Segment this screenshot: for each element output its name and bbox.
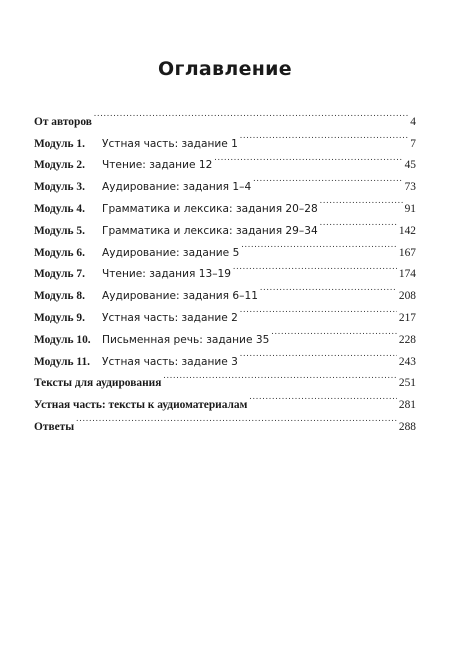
toc-entry-label: Модуль 4. [34, 202, 85, 215]
toc-entry-page: 228 [398, 333, 416, 346]
toc-entry-text: Грамматика и лексика: задания 20–28 [102, 202, 318, 215]
toc-entry-page: 243 [398, 355, 416, 368]
toc-entry-page: 91 [404, 202, 416, 215]
toc-entry-answers [34, 408, 416, 433]
toc-entry-page: 174 [398, 268, 416, 281]
toc-entry-text: Чтение: задания 13–19 [102, 268, 231, 281]
toc-entry-label: Модуль 8. [34, 290, 85, 303]
toc-entry-page: 73 [404, 181, 416, 194]
toc-entry-text: Устная часть: задание 3 [102, 355, 238, 368]
table-of-contents [34, 103, 416, 433]
toc-entry-page: 7 [410, 137, 416, 150]
toc-entry-page: 208 [398, 290, 416, 303]
dot-leader [249, 386, 397, 408]
dot-leader [76, 408, 397, 430]
page-title: Оглавление [158, 58, 292, 80]
toc-entry-page: 142 [398, 224, 416, 237]
toc-entry-text: Устная часть: задание 2 [102, 311, 238, 324]
toc-entry-page: 288 [398, 420, 416, 433]
toc-entry-label: Модуль 10. [34, 333, 91, 346]
dot-leader [163, 365, 397, 387]
dot-leader [233, 256, 397, 278]
toc-entry-text: Аудирование: задания 6–11 [102, 290, 258, 303]
dot-leader [214, 147, 402, 169]
dot-leader [240, 299, 397, 321]
toc-entry-page: 281 [398, 399, 416, 412]
toc-entry-page: 167 [398, 246, 416, 259]
toc-entry-label: Модуль 1. [34, 137, 85, 150]
toc-entry-text: Устная часть: задание 1 [102, 137, 238, 150]
toc-entry-label: Тексты для аудирования [34, 377, 162, 390]
toc-entry-text: Аудирование: задания 1–4 [102, 181, 252, 194]
toc-entry-text: Аудирование: задание 5 [102, 246, 240, 259]
toc-entry-label: Модуль 5. [34, 224, 85, 237]
toc-entry-label: Модуль 9. [34, 311, 85, 324]
dot-leader [240, 343, 397, 365]
toc-entry-page: 251 [398, 377, 416, 390]
toc-entry-text: Грамматика и лексика: задания 29–34 [102, 224, 318, 237]
dot-leader [260, 277, 397, 299]
dot-leader [320, 212, 397, 234]
toc-entry-label: Модуль 6. [34, 246, 85, 259]
toc-entry-page: 45 [404, 159, 416, 172]
toc-entry-label: Устная часть: тексты к аудиоматериалам [34, 399, 248, 412]
toc-entry-page: 217 [398, 311, 416, 324]
dot-leader [320, 190, 403, 212]
dot-leader [241, 234, 397, 256]
page [34, 0, 416, 659]
toc-entry-label: Модуль 3. [34, 181, 85, 194]
toc-entry-label: Модуль 7. [34, 268, 85, 281]
toc-entry-label: Модуль 11. [34, 355, 91, 368]
toc-entry-text: Чтение: задание 12 [102, 159, 213, 172]
dot-leader [253, 168, 402, 190]
toc-entry-label: Модуль 2. [34, 159, 85, 172]
toc-entry-text: Письменная речь: задание 35 [102, 333, 270, 346]
toc-entry-label: Ответы [34, 420, 75, 433]
dot-leader [240, 125, 408, 147]
toc-entry-authors [34, 103, 416, 128]
dot-leader [94, 103, 408, 125]
toc-entry-label: От авторов [34, 115, 92, 128]
toc-entry-page: 4 [410, 115, 416, 128]
dot-leader [271, 321, 397, 343]
